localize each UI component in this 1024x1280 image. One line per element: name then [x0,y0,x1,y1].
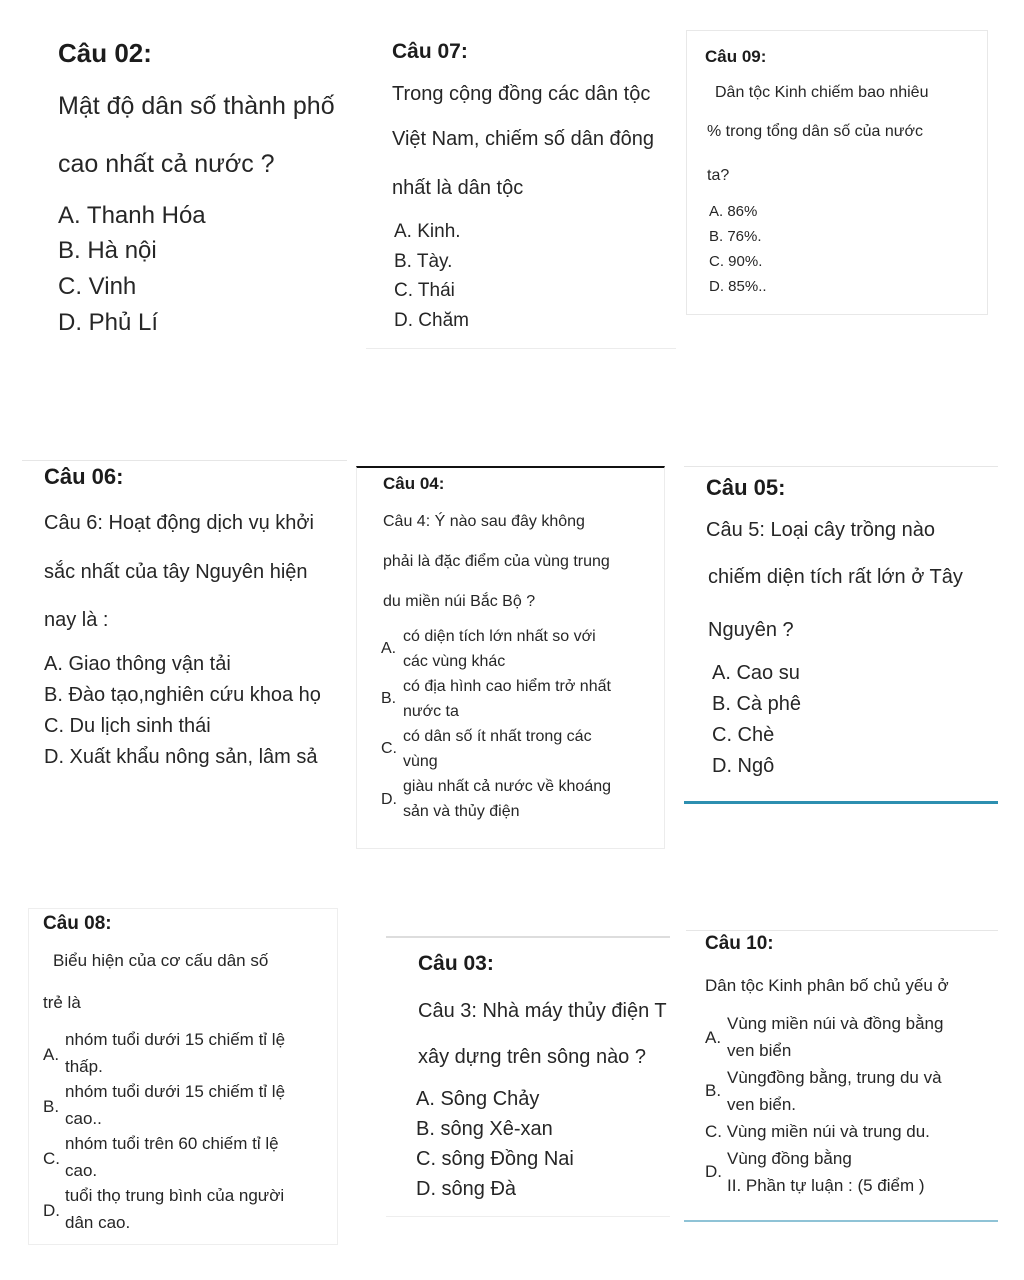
option-b-text[interactable]: cao.. [65,1109,102,1128]
question-title: Câu 02: [58,38,152,68]
option-d-text[interactable]: tuổi thọ trung bình của người [65,1186,285,1205]
question-line: cao nhất cả nước ? [58,150,275,178]
question-line: Câu 3: Nhà máy thủy điện T [418,1000,667,1022]
option-b[interactable]: B. Đào tạo,nghiên cứu khoa họ [44,684,321,706]
question-line: Mật độ dân số thành phố [58,92,335,120]
question-line: Câu 6: Hoạt động dịch vụ khởi [44,512,314,534]
option-a[interactable]: A. Giao thông vận tải [44,653,231,675]
card-q05 [684,466,998,797]
option-a-text[interactable]: nhóm tuổi dưới 15 chiếm tỉ lệ [65,1030,286,1049]
option-c-text[interactable]: có dân số ít nhất trong các [403,728,592,745]
question-title: Câu 04: [383,474,445,493]
question-line: Câu 5: Loại cây trồng nào [706,519,936,541]
option-d-label[interactable]: D. [705,1162,722,1181]
question-title: Câu 10: [705,933,774,954]
question-line: nhất là dân tộc [392,177,524,199]
option-a-text[interactable]: có diện tích lớn nhất so với [403,628,596,645]
option-b-text[interactable]: ven biển. [727,1095,796,1114]
option-b[interactable]: B. Cà phê [712,693,801,715]
option-c-text[interactable]: nhóm tuổi trên 60 chiếm tỉ lệ [65,1134,279,1153]
option-b[interactable]: B. Hà nội [58,237,157,264]
option-a[interactable]: A. Sông Chảy [416,1088,540,1110]
question-line: ta? [707,167,730,184]
option-c-label[interactable]: C. [43,1149,60,1168]
card-q03 [386,936,670,1217]
option-b[interactable]: B. 76%. [709,228,762,245]
divider-line [684,1220,998,1222]
option-d[interactable]: D. 85%.. [709,278,767,295]
question-line: Dân tộc Kinh phân bố chủ yếu ở [705,976,949,995]
option-d-text[interactable]: sản và thủy điện [403,803,520,820]
question-line: chiếm diện tích rất lớn ở Tây [708,566,963,588]
question-line: trẻ là [43,993,81,1012]
card-q04 [356,466,665,849]
card-q02 [30,30,360,365]
option-c-text[interactable]: vùng [403,753,438,770]
option-a-label[interactable]: A. [381,640,397,657]
option-b[interactable]: B. Tày. [394,251,453,272]
option-a-text[interactable]: thấp. [65,1057,103,1076]
option-d[interactable]: D. sông Đà [416,1178,517,1200]
question-title: Câu 07: [392,40,468,63]
question-line: Dân tộc Kinh chiếm bao nhiêu [715,84,929,101]
question-title: Câu 03: [418,952,494,975]
option-d-text[interactable]: Vùng đồng bằng [727,1149,852,1168]
option-b-label[interactable]: B. [43,1097,60,1116]
card-q07 [366,30,676,349]
option-b-text[interactable]: nhóm tuổi dưới 15 chiếm tỉ lệ [65,1082,286,1101]
option-b-label[interactable]: B. [705,1081,722,1100]
card-q06 [22,460,347,786]
option-a-label[interactable]: A. [43,1045,60,1064]
question-title: Câu 06: [44,464,124,489]
option-a[interactable]: A. Kinh. [394,221,461,242]
question-line: Biểu hiện của cơ cấu dân số [53,951,269,970]
option-d-label[interactable]: D. [381,791,397,808]
options-group [22,651,342,776]
option-b-text[interactable]: nước ta [403,703,459,720]
option-d[interactable]: D. Xuất khẩu nông sản, lâm sả [44,746,318,768]
option-c[interactable]: C. Thái [394,280,455,301]
question-line: Trong cộng đồng các dân tộc [392,83,651,105]
question-line: phải là đặc điểm của vùng trung [383,553,610,570]
option-d[interactable]: D. Phủ Lí [58,309,159,336]
option-d-text[interactable]: dân cao. [65,1213,131,1232]
option-a[interactable]: A. 86% [709,203,758,220]
option-d-label[interactable]: D. [43,1201,60,1220]
option-b[interactable]: B. sông Xê-xan [416,1118,553,1140]
question-line: du miền núi Bắc Bộ ? [383,593,536,610]
card-q09 [686,30,988,315]
option-d-text[interactable]: giàu nhất cả nước về khoáng [403,778,612,795]
option-c[interactable]: C. Chè [712,724,775,746]
question-title: Câu 05: [706,475,786,500]
question-line: xây dựng trên sông nào ? [418,1046,646,1068]
question-line: sắc nhất của tây Nguyên hiện [44,561,308,583]
option-b-text[interactable]: có địa hình cao hiểm trở nhất [403,678,611,695]
option-c-text[interactable]: cao. [65,1161,98,1180]
option-c[interactable]: C. 90%. [709,253,763,270]
option-a-text[interactable]: các vùng khác [403,653,506,670]
card-q10 [686,930,998,1216]
option-c[interactable]: C. Vùng miền núi và trung du. [705,1122,930,1141]
question-line: Việt Nam, chiếm số dân đông [392,128,655,150]
question-line: % trong tổng dân số của nước [707,123,923,140]
option-c-label[interactable]: C. [381,740,397,757]
divider-line [684,801,998,804]
option-a[interactable]: A. Thanh Hóa [58,202,206,229]
option-c[interactable]: C. sông Đồng Nai [416,1148,574,1170]
question-line: Nguyên ? [708,619,794,641]
option-d[interactable]: D. Chăm [394,310,469,331]
section-heading: II. Phần tự luận : (5 điểm ) [727,1176,925,1195]
option-b-label[interactable]: B. [381,690,397,707]
option-a[interactable]: A. Cao su [712,662,800,684]
option-b-text[interactable]: Vùngđồng bằng, trung du và [727,1068,942,1087]
option-a-label[interactable]: A. [705,1028,722,1047]
question-line: Câu 4: Ý nào sau đây không [383,513,585,530]
option-c[interactable]: C. Vinh [58,273,137,300]
option-d[interactable]: D. Ngô [712,755,775,777]
option-a-text[interactable]: Vùng miền núi và đồng bằng [727,1014,944,1033]
option-c[interactable]: C. Du lịch sinh thái [44,715,211,737]
card-q08 [28,908,338,1245]
question-title: Câu 08: [43,913,112,934]
option-a-text[interactable]: ven biển [727,1041,792,1060]
question-title: Câu 09: [705,47,767,66]
question-line: nay là : [44,609,109,631]
